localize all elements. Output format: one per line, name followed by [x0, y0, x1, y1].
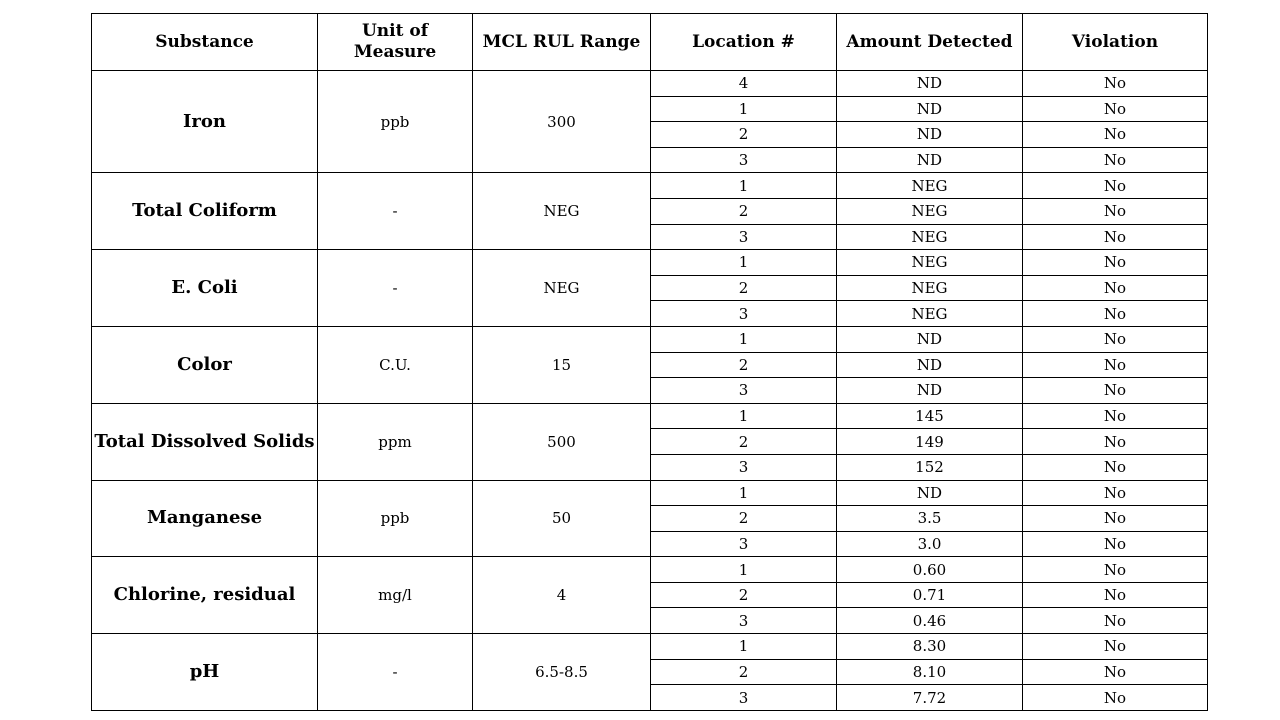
mcl-range: 4 [473, 557, 651, 634]
violation-status: No [1023, 506, 1208, 532]
amount-detected: ND [837, 352, 1023, 378]
location-number: 1 [651, 403, 837, 429]
location-number: 3 [651, 454, 837, 480]
amount-detected: 7.72 [837, 685, 1023, 711]
location-number: 2 [651, 352, 837, 378]
substance-name: Total Dissolved Solids [92, 403, 318, 480]
location-number: 3 [651, 608, 837, 634]
location-number: 1 [651, 250, 837, 276]
location-number: 1 [651, 634, 837, 660]
table-row [92, 250, 1208, 276]
table-row [92, 634, 1208, 660]
header-substance: Substance [92, 14, 318, 71]
location-number: 1 [651, 557, 837, 583]
location-number: 2 [651, 659, 837, 685]
mcl-range: 6.5-8.5 [473, 634, 651, 711]
amount-detected: ND [837, 378, 1023, 404]
amount-detected: NEG [837, 250, 1023, 276]
unit-of-measure: - [318, 173, 473, 250]
location-number: 2 [651, 582, 837, 608]
amount-detected: 8.30 [837, 634, 1023, 660]
unit-of-measure: - [318, 634, 473, 711]
table-row [92, 557, 1208, 583]
substance-name: E. Coli [92, 250, 318, 327]
table-row [92, 326, 1208, 352]
location-number: 4 [651, 71, 837, 97]
amount-detected: 152 [837, 454, 1023, 480]
substance-name: pH [92, 634, 318, 711]
amount-detected: ND [837, 480, 1023, 506]
amount-detected: NEG [837, 198, 1023, 224]
violation-status: No [1023, 301, 1208, 327]
violation-status: No [1023, 429, 1208, 455]
mcl-range: 15 [473, 326, 651, 403]
location-number: 2 [651, 198, 837, 224]
water-quality-table [91, 13, 1208, 711]
violation-status: No [1023, 659, 1208, 685]
violation-status: No [1023, 557, 1208, 583]
location-number: 1 [651, 326, 837, 352]
table-header [92, 14, 1208, 71]
amount-detected: 8.10 [837, 659, 1023, 685]
header-amount-detected: Amount Detected [837, 14, 1023, 71]
substance-name: Iron [92, 71, 318, 173]
location-number: 3 [651, 685, 837, 711]
amount-detected: ND [837, 147, 1023, 173]
amount-detected: NEG [837, 224, 1023, 250]
table-row [92, 403, 1208, 429]
violation-status: No [1023, 198, 1208, 224]
amount-detected: NEG [837, 301, 1023, 327]
violation-status: No [1023, 582, 1208, 608]
header-location: Location # [651, 14, 837, 71]
unit-of-measure: C.U. [318, 326, 473, 403]
mcl-range: NEG [473, 250, 651, 327]
violation-status: No [1023, 634, 1208, 660]
amount-detected: 3.0 [837, 531, 1023, 557]
location-number: 1 [651, 96, 837, 122]
violation-status: No [1023, 173, 1208, 199]
location-number: 2 [651, 506, 837, 532]
violation-status: No [1023, 250, 1208, 276]
header-row [92, 14, 1208, 71]
violation-status: No [1023, 378, 1208, 404]
violation-status: No [1023, 608, 1208, 634]
unit-of-measure: ppb [318, 480, 473, 557]
unit-of-measure: - [318, 250, 473, 327]
location-number: 3 [651, 378, 837, 404]
amount-detected: ND [837, 326, 1023, 352]
mcl-range: 500 [473, 403, 651, 480]
table-row [92, 173, 1208, 199]
unit-of-measure: ppb [318, 71, 473, 173]
mcl-range: NEG [473, 173, 651, 250]
violation-status: No [1023, 685, 1208, 711]
amount-detected: 0.71 [837, 582, 1023, 608]
unit-of-measure: mg/l [318, 557, 473, 634]
location-number: 1 [651, 480, 837, 506]
location-number: 1 [651, 173, 837, 199]
mcl-range: 50 [473, 480, 651, 557]
amount-detected: 3.5 [837, 506, 1023, 532]
amount-detected: 149 [837, 429, 1023, 455]
violation-status: No [1023, 326, 1208, 352]
location-number: 3 [651, 147, 837, 173]
substance-name: Manganese [92, 480, 318, 557]
violation-status: No [1023, 403, 1208, 429]
substance-name: Color [92, 326, 318, 403]
table-row [92, 71, 1208, 97]
violation-status: No [1023, 71, 1208, 97]
amount-detected: 0.46 [837, 608, 1023, 634]
amount-detected: NEG [837, 275, 1023, 301]
violation-status: No [1023, 352, 1208, 378]
location-number: 2 [651, 122, 837, 148]
violation-status: No [1023, 96, 1208, 122]
location-number: 3 [651, 224, 837, 250]
location-number: 2 [651, 429, 837, 455]
amount-detected: NEG [837, 173, 1023, 199]
amount-detected: ND [837, 96, 1023, 122]
violation-status: No [1023, 454, 1208, 480]
violation-status: No [1023, 224, 1208, 250]
violation-status: No [1023, 122, 1208, 148]
table-body [92, 71, 1208, 711]
table-row [92, 480, 1208, 506]
violation-status: No [1023, 275, 1208, 301]
header-unit-of-measure: Unit of Measure [318, 14, 473, 71]
amount-detected: 0.60 [837, 557, 1023, 583]
mcl-range: 300 [473, 71, 651, 173]
violation-status: No [1023, 147, 1208, 173]
substance-name: Total Coliform [92, 173, 318, 250]
violation-status: No [1023, 480, 1208, 506]
location-number: 3 [651, 301, 837, 327]
substance-name: Chlorine, residual [92, 557, 318, 634]
location-number: 2 [651, 275, 837, 301]
header-mcl-rul-range: MCL RUL Range [473, 14, 651, 71]
unit-of-measure: ppm [318, 403, 473, 480]
amount-detected: 145 [837, 403, 1023, 429]
header-violation: Violation [1023, 14, 1208, 71]
violation-status: No [1023, 531, 1208, 557]
location-number: 3 [651, 531, 837, 557]
amount-detected: ND [837, 71, 1023, 97]
amount-detected: ND [837, 122, 1023, 148]
